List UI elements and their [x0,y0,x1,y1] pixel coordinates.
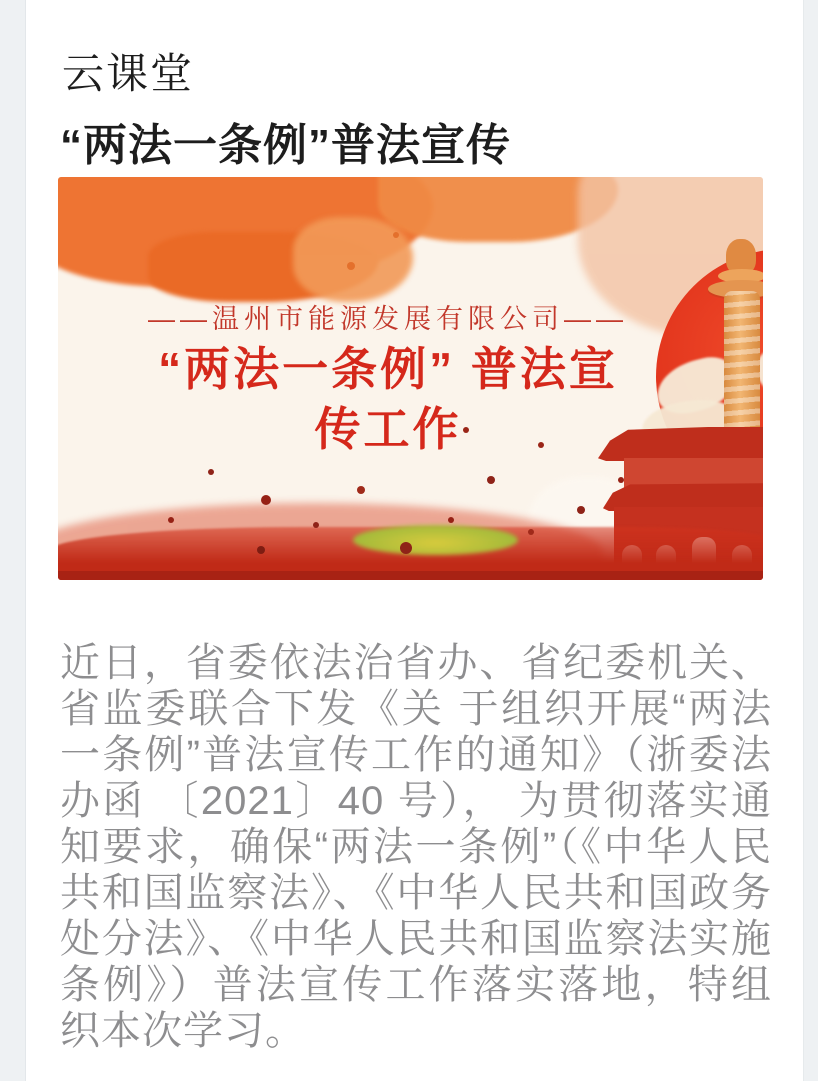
section-kicker: 云课堂 [62,49,195,97]
article-title: “两法一条例”普法宣传 [60,121,511,171]
right-page-margin [803,0,818,1081]
banner-text-block [58,177,718,580]
banner-image[interactable] [58,177,763,580]
banner-title-line2: 传工作 [314,403,462,455]
banner-title-line1: “两法一条例” 普法宣 [158,343,618,395]
left-page-margin [0,0,26,1081]
article-paragraph: 近日，省委依法治省办、省纪委机关、省监委联合下发《关 于组织开展“两法一条例”普法宣传工作的通知》（浙委法办函 〔2021〕40 号）， 为贯彻落实通知要求，确保“两法一条例”（《中华人民共和国监察法》、《中华人民共和国政务处分法》、《中华人民共和国监察法实施条例》）普法宣传工作落实落地，特组织本次学习。 [60,641,772,1053]
banner-company-name: ——温州市能源发展有限公司—— [148,304,628,334]
